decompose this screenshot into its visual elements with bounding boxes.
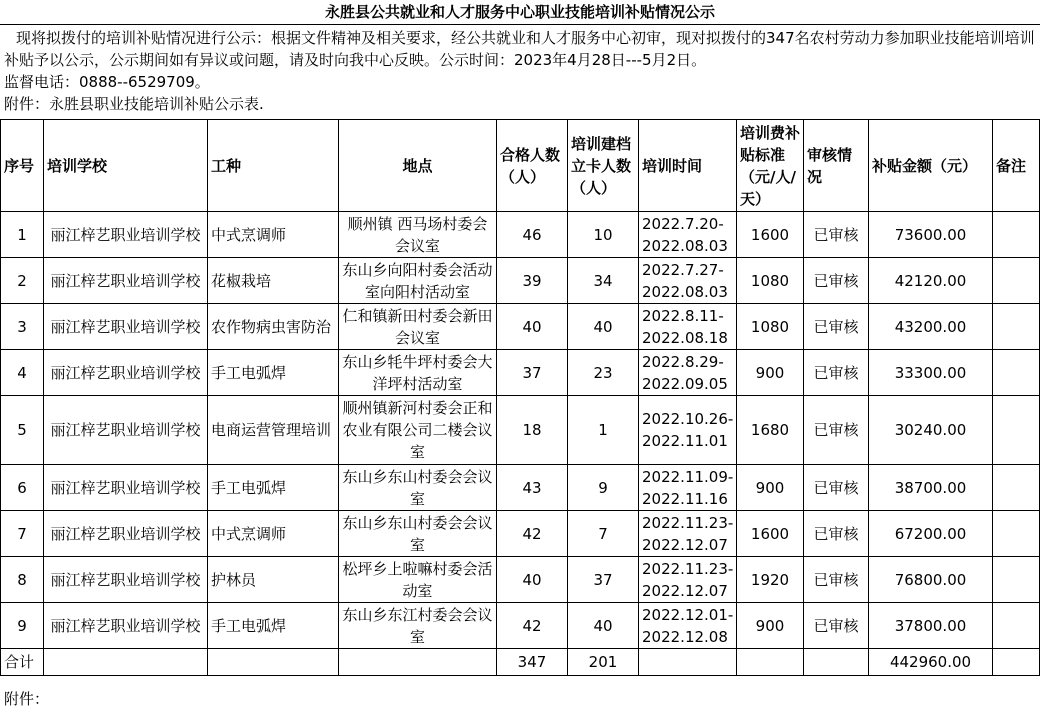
archived-cell: 10: [568, 212, 639, 258]
row-number: 9: [1, 603, 44, 649]
amount-cell: 37800.00: [869, 603, 993, 649]
table-cell: [737, 649, 804, 676]
status-cell: 已审核: [804, 212, 869, 258]
row-number: 2: [1, 258, 44, 304]
place-cell: 东山乡牦牛坪村委会大洋坪村活动室: [339, 350, 497, 396]
amount-cell: 76800.00: [869, 557, 993, 603]
total-amount: 442960.00: [869, 649, 993, 676]
time-cell: 2022.11.09-2022.11.16: [639, 465, 737, 511]
header-cell: 序号: [1, 120, 44, 212]
time-cell: 2022.10.26-2022.11.01: [639, 396, 737, 465]
qualified-cell: 40: [497, 304, 568, 350]
amount-cell: 30240.00: [869, 396, 993, 465]
note-cell: [993, 304, 1040, 350]
trade-cell: 手工电弧焊: [208, 350, 339, 396]
amount-cell: 33300.00: [869, 350, 993, 396]
header-row: [1, 120, 1040, 212]
archived-cell: 37: [568, 557, 639, 603]
phone-line: 监督电话：0888--6529709。: [4, 73, 210, 91]
table-row: [1, 511, 1040, 557]
header-cell: 培训学校: [44, 120, 208, 212]
place-cell: 仁和镇新田村委会新田会议室: [339, 304, 497, 350]
table-row: [1, 258, 1040, 304]
standard-cell: 1080: [737, 304, 804, 350]
row-number: 6: [1, 465, 44, 511]
row-number: 7: [1, 511, 44, 557]
note-cell: [993, 511, 1040, 557]
row-number: 1: [1, 212, 44, 258]
qualified-cell: 37: [497, 350, 568, 396]
standard-cell: 1080: [737, 258, 804, 304]
amount-cell: 73600.00: [869, 212, 993, 258]
archived-cell: 40: [568, 603, 639, 649]
header-cell: 培训建档立卡人数（人）: [568, 120, 639, 212]
time-cell: 2022.7.20-2022.08.03: [639, 212, 737, 258]
standard-cell: 1600: [737, 212, 804, 258]
time-cell: 2022.11.23-2022.12.07: [639, 557, 737, 603]
header-cell: 地点: [339, 120, 497, 212]
page-title: 永胜县公共就业和人才服务中心职业技能培训补贴情况公示: [0, 0, 1040, 25]
time-cell: 2022.7.27-2022.08.03: [639, 258, 737, 304]
standard-cell: 900: [737, 603, 804, 649]
status-cell: 已审核: [804, 511, 869, 557]
status-cell: 已审核: [804, 396, 869, 465]
trade-cell: 手工电弧焊: [208, 603, 339, 649]
attachment-line: 附件：永胜县职业技能培训补贴公示表.: [4, 95, 264, 113]
time-cell: 2022.8.29-2022.09.05: [639, 350, 737, 396]
table-row: [1, 212, 1040, 258]
row-number: 5: [1, 396, 44, 465]
header-cell: 补贴金额（元）: [869, 120, 993, 212]
table-row: [1, 304, 1040, 350]
header-cell: 工种: [208, 120, 339, 212]
qualified-cell: 43: [497, 465, 568, 511]
school-cell: 丽江梓艺职业培训学校: [44, 258, 208, 304]
archived-cell: 34: [568, 258, 639, 304]
table-row: [1, 350, 1040, 396]
qualified-cell: 42: [497, 511, 568, 557]
header-cell: 备注: [993, 120, 1040, 212]
amount-cell: 67200.00: [869, 511, 993, 557]
intro-paragraph: 现将拟拨付的培训补贴情况进行公示：根据文件精神及相关要求，经公共就业和人才服务中心初审，现对拟拨付的347名农村劳动力参加职业技能培训培训补贴予以公示，公示期间如有异议或问题，请及时向我中心反映。公示时间：2023年4月28日---5月2日。: [4, 29, 1035, 69]
school-cell: 丽江梓艺职业培训学校: [44, 465, 208, 511]
note-cell: [993, 350, 1040, 396]
table-cell: [339, 649, 497, 676]
trade-cell: 电商运营管理培训: [208, 396, 339, 465]
total-archived: 201: [568, 649, 639, 676]
trade-cell: 农作物病虫害防治: [208, 304, 339, 350]
place-cell: 顺州镇 西马场村委会会议室: [339, 212, 497, 258]
note-cell: [993, 557, 1040, 603]
archived-cell: 23: [568, 350, 639, 396]
trade-cell: 护林员: [208, 557, 339, 603]
note-cell: [993, 396, 1040, 465]
total-label: 合计: [1, 649, 44, 676]
header-cell: 合格人数（人）: [497, 120, 568, 212]
place-cell: 东山乡东江村委会会议室: [339, 603, 497, 649]
standard-cell: 900: [737, 350, 804, 396]
status-cell: 已审核: [804, 603, 869, 649]
qualified-cell: 40: [497, 557, 568, 603]
table-row: [1, 396, 1040, 465]
header-cell: 审核情况: [804, 120, 869, 212]
status-cell: 已审核: [804, 304, 869, 350]
amount-cell: 43200.00: [869, 304, 993, 350]
trade-cell: 花椒栽培: [208, 258, 339, 304]
archived-cell: 1: [568, 396, 639, 465]
school-cell: 丽江梓艺职业培训学校: [44, 212, 208, 258]
trade-cell: 中式烹调师: [208, 511, 339, 557]
table-cell: [639, 649, 737, 676]
status-cell: 已审核: [804, 557, 869, 603]
table-cell: [804, 649, 869, 676]
note-cell: [993, 603, 1040, 649]
header-cell: 培训时间: [639, 120, 737, 212]
row-number: 8: [1, 557, 44, 603]
qualified-cell: 46: [497, 212, 568, 258]
amount-cell: 38700.00: [869, 465, 993, 511]
row-number: 4: [1, 350, 44, 396]
standard-cell: 1920: [737, 557, 804, 603]
place-cell: 顺州镇新河村委会正和农业有限公司二楼会议室: [339, 396, 497, 465]
trade-cell: 手工电弧焊: [208, 465, 339, 511]
table-row: [1, 603, 1040, 649]
qualified-cell: 39: [497, 258, 568, 304]
note-cell: [993, 465, 1040, 511]
row-number: 3: [1, 304, 44, 350]
place-cell: 东山乡向阳村委会活动室向阳村活动室: [339, 258, 497, 304]
qualified-cell: 18: [497, 396, 568, 465]
school-cell: 丽江梓艺职业培训学校: [44, 304, 208, 350]
table-cell: [208, 649, 339, 676]
qualified-cell: 42: [497, 603, 568, 649]
archived-cell: 9: [568, 465, 639, 511]
total-row: [1, 649, 1040, 676]
time-cell: 2022.11.23-2022.12.07: [639, 511, 737, 557]
school-cell: 丽江梓艺职业培训学校: [44, 350, 208, 396]
table-row: [1, 557, 1040, 603]
total-qualified: 347: [497, 649, 568, 676]
archived-cell: 40: [568, 304, 639, 350]
table-cell: [44, 649, 208, 676]
place-cell: 东山乡东山村委会会议室: [339, 511, 497, 557]
time-cell: 2022.8.11-2022.08.18: [639, 304, 737, 350]
standard-cell: 1680: [737, 396, 804, 465]
standard-cell: 1600: [737, 511, 804, 557]
table-row: [1, 465, 1040, 511]
trade-cell: 中式烹调师: [208, 212, 339, 258]
school-cell: 丽江梓艺职业培训学校: [44, 603, 208, 649]
status-cell: 已审核: [804, 258, 869, 304]
table-cell: [993, 649, 1040, 676]
note-cell: [993, 258, 1040, 304]
header-cell: 培训费补贴标准（元/人/天）: [737, 120, 804, 212]
status-cell: 已审核: [804, 465, 869, 511]
footer-attachment: 附件：: [4, 690, 50, 708]
note-cell: [993, 212, 1040, 258]
standard-cell: 900: [737, 465, 804, 511]
amount-cell: 42120.00: [869, 258, 993, 304]
intro-block: [0, 25, 1040, 115]
place-cell: 东山乡东山村委会会议室: [339, 465, 497, 511]
archived-cell: 7: [568, 511, 639, 557]
status-cell: 已审核: [804, 350, 869, 396]
place-cell: 松坪乡上啦嘛村委会活动室: [339, 557, 497, 603]
subsidy-table: [0, 119, 1040, 676]
time-cell: 2022.12.01-2022.12.08: [639, 603, 737, 649]
school-cell: 丽江梓艺职业培训学校: [44, 511, 208, 557]
school-cell: 丽江梓艺职业培训学校: [44, 396, 208, 465]
school-cell: 丽江梓艺职业培训学校: [44, 557, 208, 603]
